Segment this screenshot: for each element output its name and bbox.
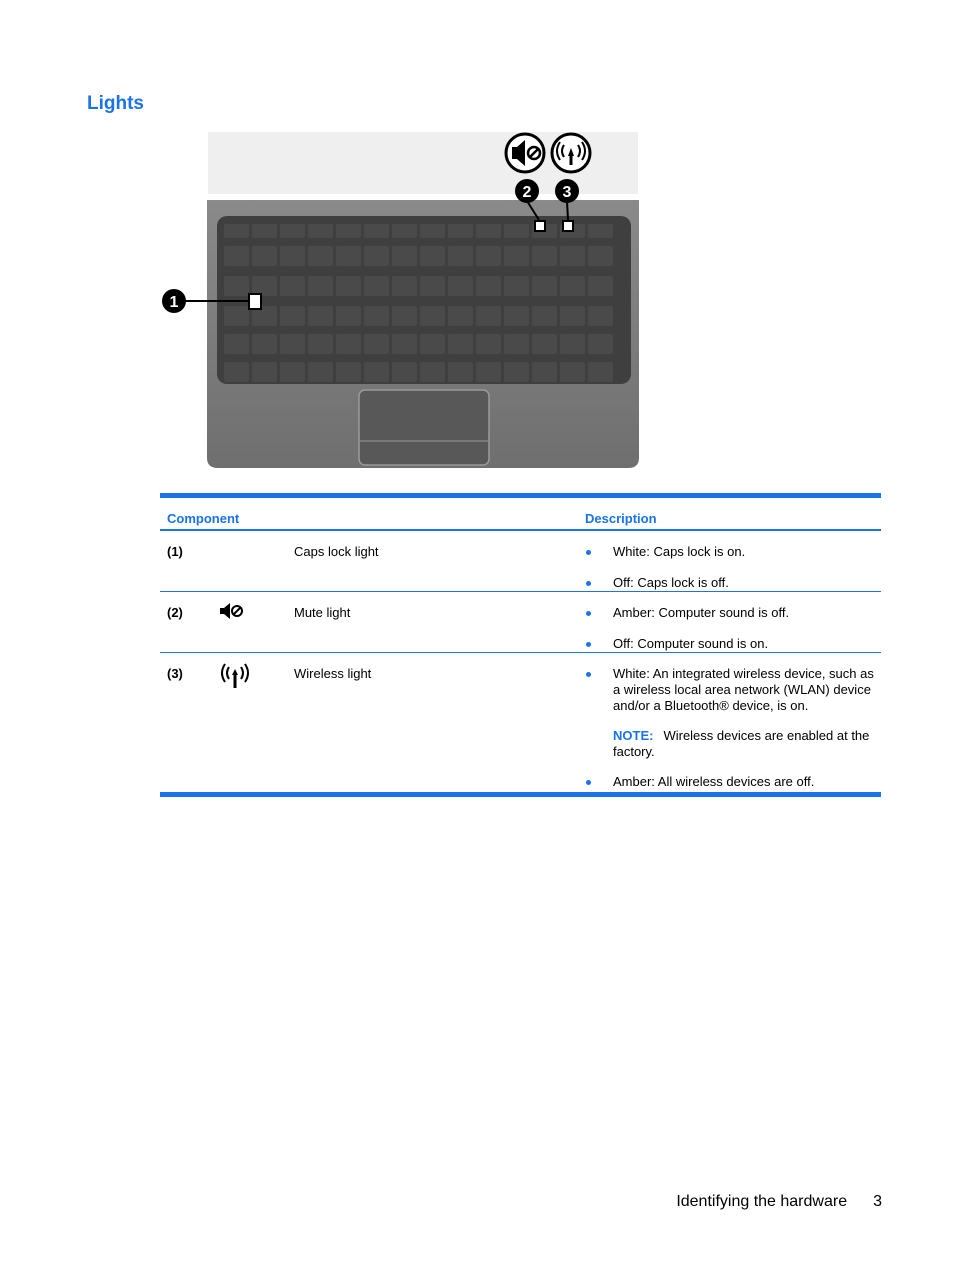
keyboard-key (336, 306, 361, 326)
keyboard-key (392, 334, 417, 354)
keyboard-key (448, 362, 473, 382)
keyboard-key (560, 246, 585, 266)
keyboard-key (476, 276, 501, 296)
description-bullet: Amber: Computer sound is off. (585, 605, 875, 621)
section-title: Lights (87, 93, 144, 114)
keyboard-key (308, 224, 333, 238)
keyboard-key (308, 246, 333, 266)
keyboard-key (504, 334, 529, 354)
description-bullet: Off: Caps lock is off. (585, 575, 875, 591)
keyboard-key (560, 362, 585, 382)
keyboard-key (560, 306, 585, 326)
mute-icon (218, 600, 246, 626)
keyboard (217, 216, 631, 384)
keyboard-key (420, 334, 445, 354)
keyboard-key (280, 362, 305, 382)
callout-2-label: 2 (522, 184, 532, 201)
keyboard-key (588, 334, 613, 354)
keyboard-key (560, 334, 585, 354)
wireless-icon (552, 134, 590, 172)
note-label: NOTE: (613, 728, 654, 743)
keyboard-key (532, 276, 557, 296)
keyboard-key (364, 276, 389, 296)
keyboard-key (364, 362, 389, 382)
keyboard-key (224, 224, 249, 238)
keyboard-key (224, 334, 249, 354)
keyboard-key (588, 362, 613, 382)
description-bullet: White: Caps lock is on. (585, 544, 875, 560)
keyboard-lights-figure (160, 128, 650, 473)
keyboard-key (224, 306, 249, 326)
keyboard-key (280, 246, 305, 266)
keyboard-key (364, 246, 389, 266)
keyboard-key (252, 224, 277, 238)
keyboard-key (420, 306, 445, 326)
keyboard-key (336, 224, 361, 238)
component-name: Mute light (294, 605, 351, 620)
keyboard-key (420, 246, 445, 266)
wireless-icon (218, 661, 252, 695)
component-description (585, 666, 875, 790)
keyboard-key (476, 246, 501, 266)
keyboard-key (448, 224, 473, 238)
keyboard-key (280, 276, 305, 296)
keyboard-key (364, 334, 389, 354)
keyboard-key (504, 224, 529, 238)
keyboard-key (448, 246, 473, 266)
keyboard-key (588, 224, 613, 238)
keyboard-key (308, 362, 333, 382)
header-component: Component (167, 511, 240, 526)
keyboard-key (476, 306, 501, 326)
keyboard-key (392, 306, 417, 326)
keyboard-key (448, 276, 473, 296)
mute-icon (506, 134, 544, 172)
callout-3-label: 3 (562, 184, 572, 201)
keyboard-key (280, 334, 305, 354)
keyboard-key (336, 362, 361, 382)
keyboard-key (392, 276, 417, 296)
keyboard-key (392, 246, 417, 266)
keyboard-key (532, 362, 557, 382)
component-name: Wireless light (294, 666, 372, 681)
keyboard-key (588, 246, 613, 266)
table-header (160, 498, 881, 531)
keyboard-key (504, 306, 529, 326)
keyboard-key (476, 224, 501, 238)
table-row (160, 653, 881, 793)
keyboard-key (532, 334, 557, 354)
component-description (585, 544, 875, 591)
keyboard-key (224, 362, 249, 382)
keyboard-key (420, 362, 445, 382)
keyboard-key (476, 334, 501, 354)
keyboard-key (224, 246, 249, 266)
keyboard-key (280, 306, 305, 326)
keyboard-key (448, 334, 473, 354)
component-description (585, 605, 875, 652)
keyboard-key (252, 362, 277, 382)
keyboard-key (420, 276, 445, 296)
keyboard-key (364, 306, 389, 326)
keyboard-key (336, 334, 361, 354)
keyboard-key (588, 306, 613, 326)
keyboard-key (336, 246, 361, 266)
description-bullet: White: An integrated wireless device, such as a wireless local area network (WLAN) device and/or a Bluetooth® device, is on. (585, 666, 875, 714)
description-bullet: Amber: All wireless devices are off. (585, 774, 875, 790)
keyboard-key (532, 306, 557, 326)
table-row (160, 531, 881, 592)
table-bottom-rule (160, 793, 881, 797)
callout-1-label: 1 (169, 294, 179, 311)
page-footer (676, 1193, 882, 1211)
component-number: (1) (167, 544, 183, 559)
keyboard-key (420, 224, 445, 238)
header-description: Description (585, 511, 657, 526)
keyboard-key (392, 362, 417, 382)
keyboard-key (224, 276, 249, 296)
keyboard-key (308, 306, 333, 326)
keyboard-key (588, 276, 613, 296)
component-number: (2) (167, 605, 183, 620)
page-number: 3 (873, 1193, 882, 1210)
keyboard-key (504, 276, 529, 296)
lights-table (160, 493, 881, 797)
keyboard-key (504, 246, 529, 266)
keyboard-key (308, 276, 333, 296)
keyboard-key (252, 334, 277, 354)
keyboard-key (392, 224, 417, 238)
keyboard-key (280, 224, 305, 238)
keyboard-key (532, 246, 557, 266)
note-text: Wireless devices are enabled at the factory. (613, 728, 870, 759)
keyboard-key (308, 334, 333, 354)
table-row (160, 592, 881, 653)
keyboard-key (476, 362, 501, 382)
keyboard-key (448, 306, 473, 326)
component-number: (3) (167, 666, 183, 681)
footer-title: Identifying the hardware (676, 1193, 848, 1210)
description-bullet: Off: Computer sound is on. (585, 636, 875, 652)
keyboard-key (252, 246, 277, 266)
note (585, 728, 875, 760)
touchpad (359, 390, 489, 465)
keyboard-key (336, 276, 361, 296)
keyboard-key (504, 362, 529, 382)
keyboard-key (364, 224, 389, 238)
keyboard-key (560, 276, 585, 296)
component-name: Caps lock light (294, 544, 379, 559)
